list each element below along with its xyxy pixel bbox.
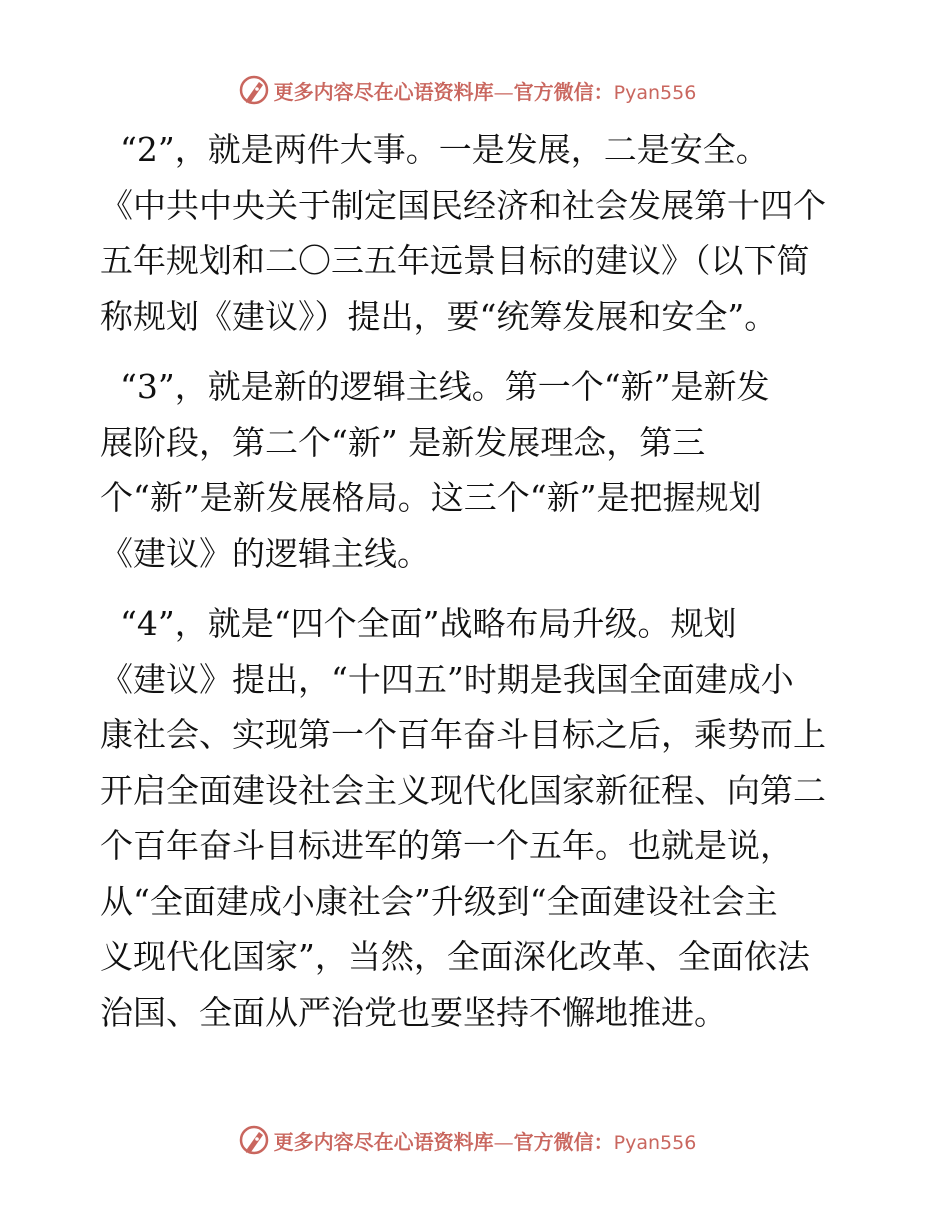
header-banner-text (274, 76, 697, 105)
footer-banner-dash: — (493, 1129, 514, 1154)
paragraph-4 (100, 596, 860, 1040)
header-banner-content (238, 74, 697, 106)
document-body (100, 122, 860, 1055)
text-line: 《建议》的逻辑主线。 (100, 533, 430, 573)
text-line: 治国、全面从严治党也要坚持不懈地推进。 (100, 992, 727, 1032)
header-banner-slogan: 更多内容尽在心语资料库 (273, 79, 494, 104)
pen-logo-icon (238, 1124, 270, 1156)
footer-banner-content (238, 1124, 697, 1156)
text-line: “3”，就是新的逻辑主线。第一个“新”是新发 (120, 367, 770, 406)
footer-banner-official-label: 官方微信： (513, 1129, 614, 1154)
paragraph-3 (100, 359, 860, 581)
pen-logo-icon (238, 74, 270, 106)
text-line: “4”，就是“四个全面”战略布局升级。规划 (120, 604, 737, 643)
text-line: 从“全面建成小康社会”升级到“全面建设社会主 (100, 881, 778, 921)
text-line: 义现代化国家”，当然，全面深化改革、全面依法 (100, 937, 810, 976)
text-line: “2”，就是两件大事。一是发展，二是安全。 (120, 130, 769, 169)
header-banner (0, 70, 950, 110)
header-banner-official-label: 官方微信： (513, 79, 614, 104)
text-line: 五年规划和二〇三五年远景目标的建议》（以下简 (100, 241, 810, 280)
text-line: 个百年奋斗目标进军的第一个五年。也就是说， (100, 826, 793, 865)
footer-banner-text (274, 1126, 697, 1155)
header-banner-dash: — (493, 79, 514, 104)
header-banner-account: Pyan556 (613, 81, 697, 104)
text-line: 个“新”是新发展格局。这三个“新”是把握规划 (100, 478, 762, 517)
text-line: 开启全面建设社会主义现代化国家新征程、向第二 (100, 770, 826, 810)
text-line: 《建议》提出，“十四五”时期是我国全面建成小 (100, 659, 794, 699)
text-line: 称规划《建议》）提出，要“统筹发展和安全”。 (100, 296, 778, 336)
text-line: 康社会、实现第一个百年奋斗目标之后，乘势而上 (100, 715, 826, 754)
footer-banner-slogan: 更多内容尽在心语资料库 (273, 1129, 494, 1154)
footer-banner (0, 1120, 950, 1160)
footer-banner-account: Pyan556 (613, 1131, 697, 1154)
text-line: 《中共中央关于制定国民经济和社会发展第十四个 (100, 185, 826, 225)
text-line: 展阶段，第二个“新” 是新发展理念，第三 (100, 422, 706, 462)
paragraph-2 (100, 122, 860, 344)
